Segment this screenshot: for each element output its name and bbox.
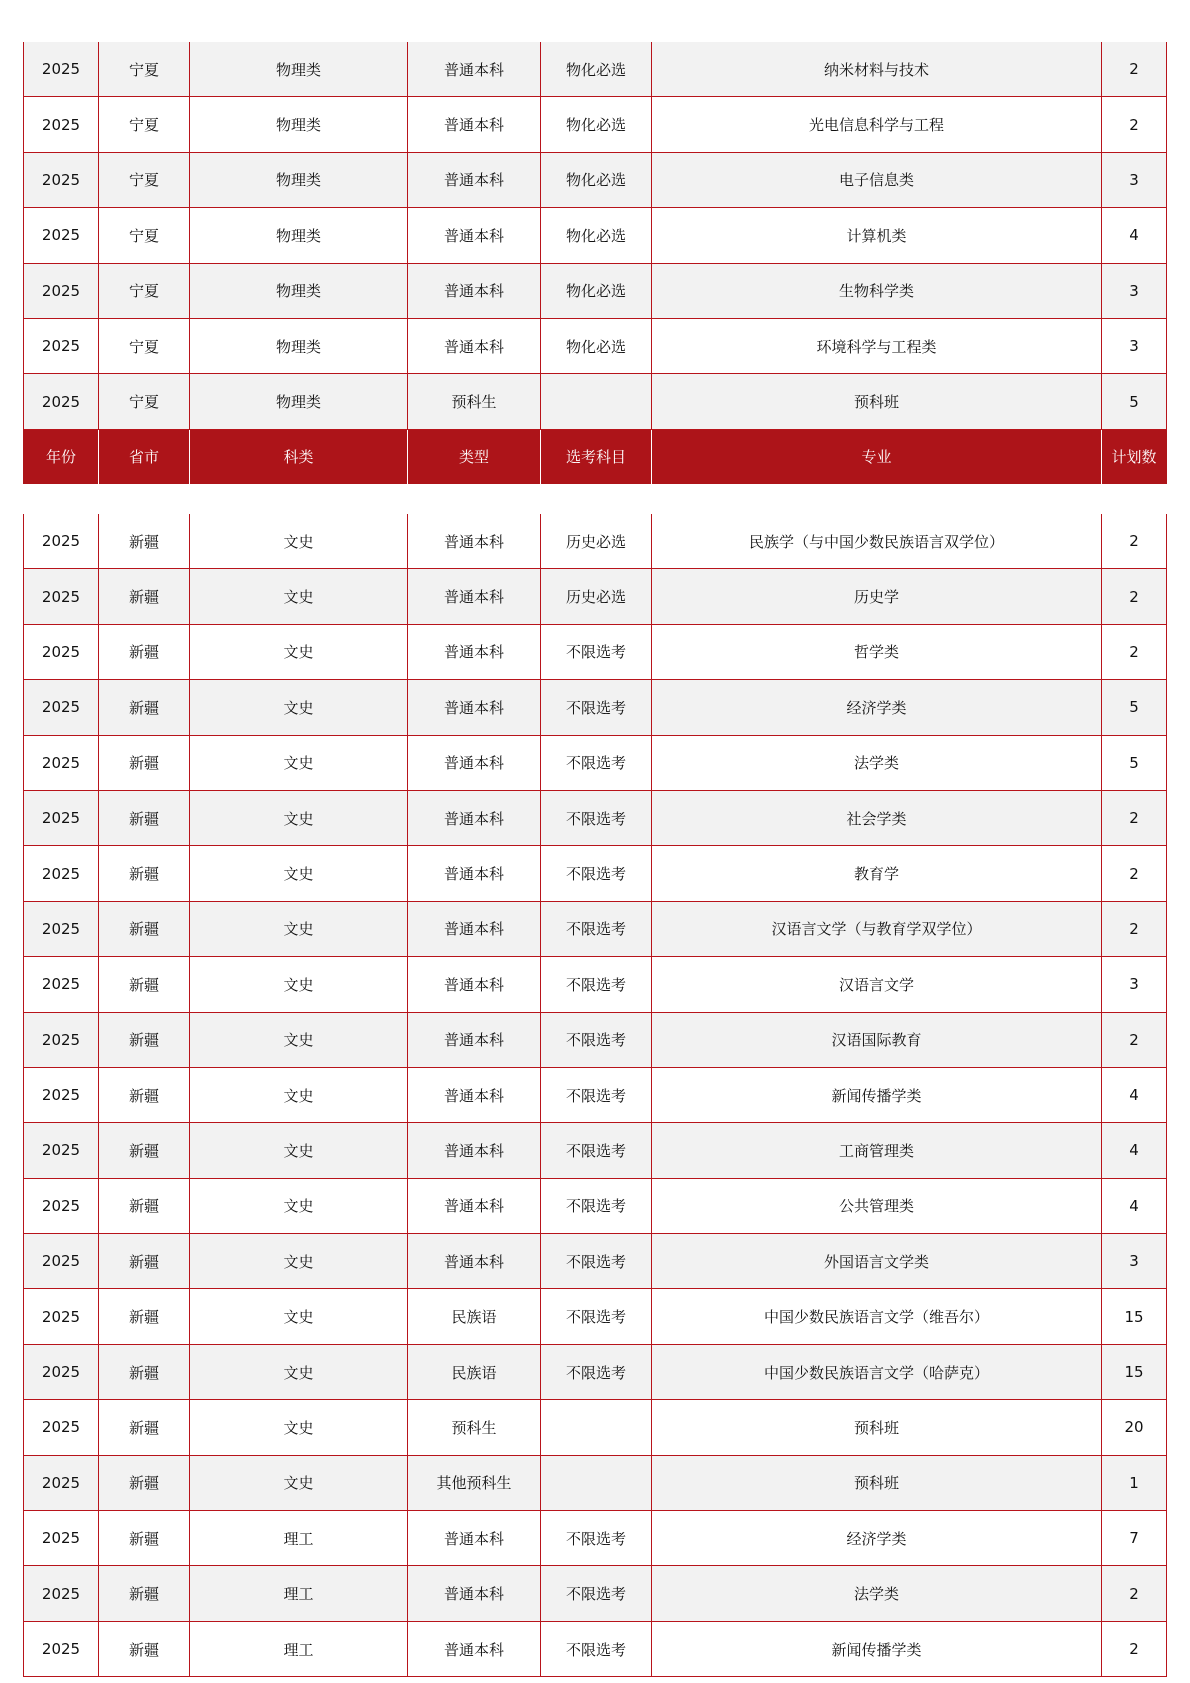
type-cell: 其他预科生 [408, 1455, 541, 1510]
category-cell: 物理类 [190, 97, 408, 152]
category-cell: 文史 [190, 1289, 408, 1344]
major-cell: 计算机类 [652, 208, 1102, 263]
province-cell: 新疆 [99, 1566, 190, 1621]
year-cell: 2025 [24, 514, 99, 569]
year-cell: 2025 [24, 1012, 99, 1067]
category-cell: 文史 [190, 1012, 408, 1067]
xinjiang-plan-table [23, 514, 1167, 1677]
type-cell: 普通本科 [408, 318, 541, 373]
major-cell: 预科班 [652, 374, 1102, 429]
category-cell: 文史 [190, 569, 408, 624]
province-cell: 新疆 [99, 1400, 190, 1455]
table-row [24, 97, 1167, 152]
province-cell: 新疆 [99, 1178, 190, 1233]
subjects-cell: 不限选考 [541, 1344, 652, 1399]
plan-cell: 7 [1102, 1511, 1167, 1566]
major-cell: 公共管理类 [652, 1178, 1102, 1233]
province-cell: 宁夏 [99, 152, 190, 207]
year-cell: 2025 [24, 1123, 99, 1178]
type-cell: 普通本科 [408, 1178, 541, 1233]
header-category: 科类 [190, 429, 408, 484]
province-cell: 新疆 [99, 514, 190, 569]
category-cell: 文史 [190, 901, 408, 956]
subjects-cell [541, 374, 652, 429]
type-cell: 普通本科 [408, 152, 541, 207]
category-cell: 物理类 [190, 152, 408, 207]
province-cell: 新疆 [99, 735, 190, 790]
province-cell: 宁夏 [99, 97, 190, 152]
subjects-cell: 不限选考 [541, 624, 652, 679]
major-cell: 哲学类 [652, 624, 1102, 679]
province-cell: 新疆 [99, 1455, 190, 1510]
table-row [24, 318, 1167, 373]
table-row [24, 514, 1167, 569]
table-row [24, 1067, 1167, 1122]
category-cell: 文史 [190, 1123, 408, 1178]
header-year: 年份 [24, 429, 99, 484]
subjects-cell: 不限选考 [541, 1621, 652, 1676]
major-cell: 生物科学类 [652, 263, 1102, 318]
plan-cell: 2 [1102, 624, 1167, 679]
province-cell: 新疆 [99, 1511, 190, 1566]
major-cell: 汉语国际教育 [652, 1012, 1102, 1067]
category-cell: 物理类 [190, 263, 408, 318]
plan-cell: 2 [1102, 42, 1167, 97]
major-cell: 中国少数民族语言文学（哈萨克） [652, 1344, 1102, 1399]
table-row [24, 1123, 1167, 1178]
category-cell: 文史 [190, 790, 408, 845]
province-cell: 新疆 [99, 957, 190, 1012]
province-cell: 新疆 [99, 1123, 190, 1178]
category-cell: 文史 [190, 1234, 408, 1289]
type-cell: 普通本科 [408, 208, 541, 263]
year-cell: 2025 [24, 1344, 99, 1399]
table-row [24, 846, 1167, 901]
type-cell: 普通本科 [408, 514, 541, 569]
province-cell: 新疆 [99, 901, 190, 956]
type-cell: 民族语 [408, 1344, 541, 1399]
table-row [24, 1621, 1167, 1676]
category-cell: 理工 [190, 1566, 408, 1621]
year-cell: 2025 [24, 846, 99, 901]
plan-cell: 3 [1102, 263, 1167, 318]
subjects-cell: 不限选考 [541, 957, 652, 1012]
year-cell: 2025 [24, 1511, 99, 1566]
header-type: 类型 [408, 429, 541, 484]
plan-cell: 5 [1102, 735, 1167, 790]
subjects-cell: 不限选考 [541, 735, 652, 790]
category-cell: 文史 [190, 1067, 408, 1122]
major-cell: 法学类 [652, 1566, 1102, 1621]
subjects-cell: 不限选考 [541, 680, 652, 735]
province-cell: 新疆 [99, 680, 190, 735]
major-cell: 电子信息类 [652, 152, 1102, 207]
year-cell: 2025 [24, 1178, 99, 1233]
year-cell: 2025 [24, 42, 99, 97]
type-cell: 普通本科 [408, 957, 541, 1012]
subjects-cell: 历史必选 [541, 514, 652, 569]
type-cell: 普通本科 [408, 1566, 541, 1621]
major-cell: 经济学类 [652, 680, 1102, 735]
subjects-cell: 历史必选 [541, 569, 652, 624]
major-cell: 环境科学与工程类 [652, 318, 1102, 373]
plan-cell: 2 [1102, 1566, 1167, 1621]
plan-cell: 2 [1102, 901, 1167, 956]
plan-cell: 20 [1102, 1400, 1167, 1455]
subjects-cell: 不限选考 [541, 1566, 652, 1621]
category-cell: 物理类 [190, 42, 408, 97]
ningxia-plan-table [23, 42, 1167, 484]
year-cell: 2025 [24, 1234, 99, 1289]
table-row [24, 569, 1167, 624]
table-row [24, 957, 1167, 1012]
subjects-cell: 不限选考 [541, 1123, 652, 1178]
category-cell: 文史 [190, 1455, 408, 1510]
subjects-cell: 物化必选 [541, 152, 652, 207]
subjects-cell: 不限选考 [541, 901, 652, 956]
year-cell: 2025 [24, 97, 99, 152]
year-cell: 2025 [24, 1621, 99, 1676]
subjects-cell: 不限选考 [541, 1178, 652, 1233]
plan-cell: 2 [1102, 1012, 1167, 1067]
type-cell: 普通本科 [408, 1511, 541, 1566]
type-cell: 预科生 [408, 1400, 541, 1455]
plan-cell: 5 [1102, 680, 1167, 735]
table-row [24, 1012, 1167, 1067]
year-cell: 2025 [24, 1455, 99, 1510]
plan-cell: 2 [1102, 514, 1167, 569]
major-cell: 教育学 [652, 846, 1102, 901]
plan-cell: 2 [1102, 97, 1167, 152]
major-cell: 新闻传播学类 [652, 1067, 1102, 1122]
province-cell: 宁夏 [99, 42, 190, 97]
year-cell: 2025 [24, 569, 99, 624]
category-cell: 文史 [190, 735, 408, 790]
plan-cell: 3 [1102, 1234, 1167, 1289]
table-row [24, 42, 1167, 97]
plan-cell: 3 [1102, 152, 1167, 207]
province-cell: 宁夏 [99, 263, 190, 318]
major-cell: 历史学 [652, 569, 1102, 624]
major-cell: 中国少数民族语言文学（维吾尔） [652, 1289, 1102, 1344]
subjects-cell: 不限选考 [541, 1067, 652, 1122]
year-cell: 2025 [24, 1566, 99, 1621]
province-cell: 新疆 [99, 1234, 190, 1289]
table-row [24, 901, 1167, 956]
type-cell: 普通本科 [408, 1234, 541, 1289]
plan-cell: 2 [1102, 790, 1167, 845]
year-cell: 2025 [24, 152, 99, 207]
year-cell: 2025 [24, 1067, 99, 1122]
type-cell: 普通本科 [408, 1123, 541, 1178]
table-row [24, 1344, 1167, 1399]
table-row [24, 790, 1167, 845]
province-cell: 宁夏 [99, 208, 190, 263]
table-row [24, 152, 1167, 207]
type-cell: 普通本科 [408, 735, 541, 790]
type-cell: 普通本科 [408, 569, 541, 624]
table-row [24, 735, 1167, 790]
plan-cell: 4 [1102, 208, 1167, 263]
type-cell: 民族语 [408, 1289, 541, 1344]
subjects-cell: 物化必选 [541, 318, 652, 373]
year-cell: 2025 [24, 790, 99, 845]
table-header-row [24, 429, 1167, 484]
type-cell: 普通本科 [408, 1067, 541, 1122]
major-cell: 工商管理类 [652, 1123, 1102, 1178]
subjects-cell: 不限选考 [541, 790, 652, 845]
province-cell: 新疆 [99, 1344, 190, 1399]
table-row [24, 1455, 1167, 1510]
province-cell: 新疆 [99, 1289, 190, 1344]
type-cell: 普通本科 [408, 901, 541, 956]
category-cell: 理工 [190, 1621, 408, 1676]
major-cell: 新闻传播学类 [652, 1621, 1102, 1676]
plan-cell: 3 [1102, 957, 1167, 1012]
year-cell: 2025 [24, 1289, 99, 1344]
table-row [24, 1511, 1167, 1566]
category-cell: 物理类 [190, 208, 408, 263]
subjects-cell: 物化必选 [541, 263, 652, 318]
major-cell: 预科班 [652, 1400, 1102, 1455]
table-row [24, 263, 1167, 318]
province-cell: 宁夏 [99, 374, 190, 429]
major-cell: 法学类 [652, 735, 1102, 790]
category-cell: 文史 [190, 624, 408, 679]
year-cell: 2025 [24, 901, 99, 956]
header-subjects: 选考科目 [541, 429, 652, 484]
header-province: 省市 [99, 429, 190, 484]
plan-cell: 2 [1102, 846, 1167, 901]
subjects-cell: 不限选考 [541, 1511, 652, 1566]
category-cell: 物理类 [190, 318, 408, 373]
type-cell: 普通本科 [408, 680, 541, 735]
table-row [24, 624, 1167, 679]
subjects-cell: 物化必选 [541, 42, 652, 97]
subjects-cell: 不限选考 [541, 846, 652, 901]
major-cell: 外国语言文学类 [652, 1234, 1102, 1289]
major-cell: 纳米材料与技术 [652, 42, 1102, 97]
major-cell: 社会学类 [652, 790, 1102, 845]
year-cell: 2025 [24, 624, 99, 679]
province-cell: 新疆 [99, 1067, 190, 1122]
table-row [24, 1289, 1167, 1344]
table-row [24, 1178, 1167, 1233]
table-row [24, 208, 1167, 263]
subjects-cell: 物化必选 [541, 97, 652, 152]
category-cell: 理工 [190, 1511, 408, 1566]
province-cell: 新疆 [99, 624, 190, 679]
province-cell: 新疆 [99, 846, 190, 901]
plan-cell: 15 [1102, 1289, 1167, 1344]
subjects-cell [541, 1400, 652, 1455]
type-cell: 普通本科 [408, 1012, 541, 1067]
major-cell: 经济学类 [652, 1511, 1102, 1566]
province-cell: 新疆 [99, 569, 190, 624]
type-cell: 普通本科 [408, 1621, 541, 1676]
year-cell: 2025 [24, 263, 99, 318]
province-cell: 新疆 [99, 790, 190, 845]
type-cell: 普通本科 [408, 790, 541, 845]
table-row [24, 1400, 1167, 1455]
major-cell: 光电信息科学与工程 [652, 97, 1102, 152]
header-major: 专业 [652, 429, 1102, 484]
table-row [24, 374, 1167, 429]
type-cell: 普通本科 [408, 42, 541, 97]
major-cell: 预科班 [652, 1455, 1102, 1510]
type-cell: 普通本科 [408, 97, 541, 152]
subjects-cell: 不限选考 [541, 1289, 652, 1344]
category-cell: 文史 [190, 846, 408, 901]
category-cell: 文史 [190, 1400, 408, 1455]
province-cell: 新疆 [99, 1621, 190, 1676]
year-cell: 2025 [24, 735, 99, 790]
plan-cell: 4 [1102, 1178, 1167, 1233]
type-cell: 普通本科 [408, 624, 541, 679]
table-row [24, 1234, 1167, 1289]
category-cell: 文史 [190, 957, 408, 1012]
category-cell: 文史 [190, 1344, 408, 1399]
major-cell: 汉语言文学（与教育学双学位） [652, 901, 1102, 956]
category-cell: 文史 [190, 1178, 408, 1233]
subjects-cell: 物化必选 [541, 208, 652, 263]
plan-cell: 2 [1102, 1621, 1167, 1676]
province-cell: 宁夏 [99, 318, 190, 373]
table-row [24, 1566, 1167, 1621]
province-cell: 新疆 [99, 1012, 190, 1067]
plan-cell: 3 [1102, 318, 1167, 373]
type-cell: 普通本科 [408, 846, 541, 901]
category-cell: 文史 [190, 680, 408, 735]
category-cell: 文史 [190, 514, 408, 569]
year-cell: 2025 [24, 318, 99, 373]
plan-cell: 5 [1102, 374, 1167, 429]
year-cell: 2025 [24, 374, 99, 429]
subjects-cell [541, 1455, 652, 1510]
subjects-cell: 不限选考 [541, 1234, 652, 1289]
year-cell: 2025 [24, 957, 99, 1012]
plan-cell: 1 [1102, 1455, 1167, 1510]
plan-cell: 4 [1102, 1067, 1167, 1122]
plan-cell: 2 [1102, 569, 1167, 624]
year-cell: 2025 [24, 680, 99, 735]
type-cell: 预科生 [408, 374, 541, 429]
plan-cell: 15 [1102, 1344, 1167, 1399]
category-cell: 物理类 [190, 374, 408, 429]
table-row [24, 680, 1167, 735]
year-cell: 2025 [24, 1400, 99, 1455]
header-plan: 计划数 [1102, 429, 1167, 484]
major-cell: 民族学（与中国少数民族语言双学位） [652, 514, 1102, 569]
major-cell: 汉语言文学 [652, 957, 1102, 1012]
type-cell: 普通本科 [408, 263, 541, 318]
year-cell: 2025 [24, 208, 99, 263]
subjects-cell: 不限选考 [541, 1012, 652, 1067]
plan-cell: 4 [1102, 1123, 1167, 1178]
